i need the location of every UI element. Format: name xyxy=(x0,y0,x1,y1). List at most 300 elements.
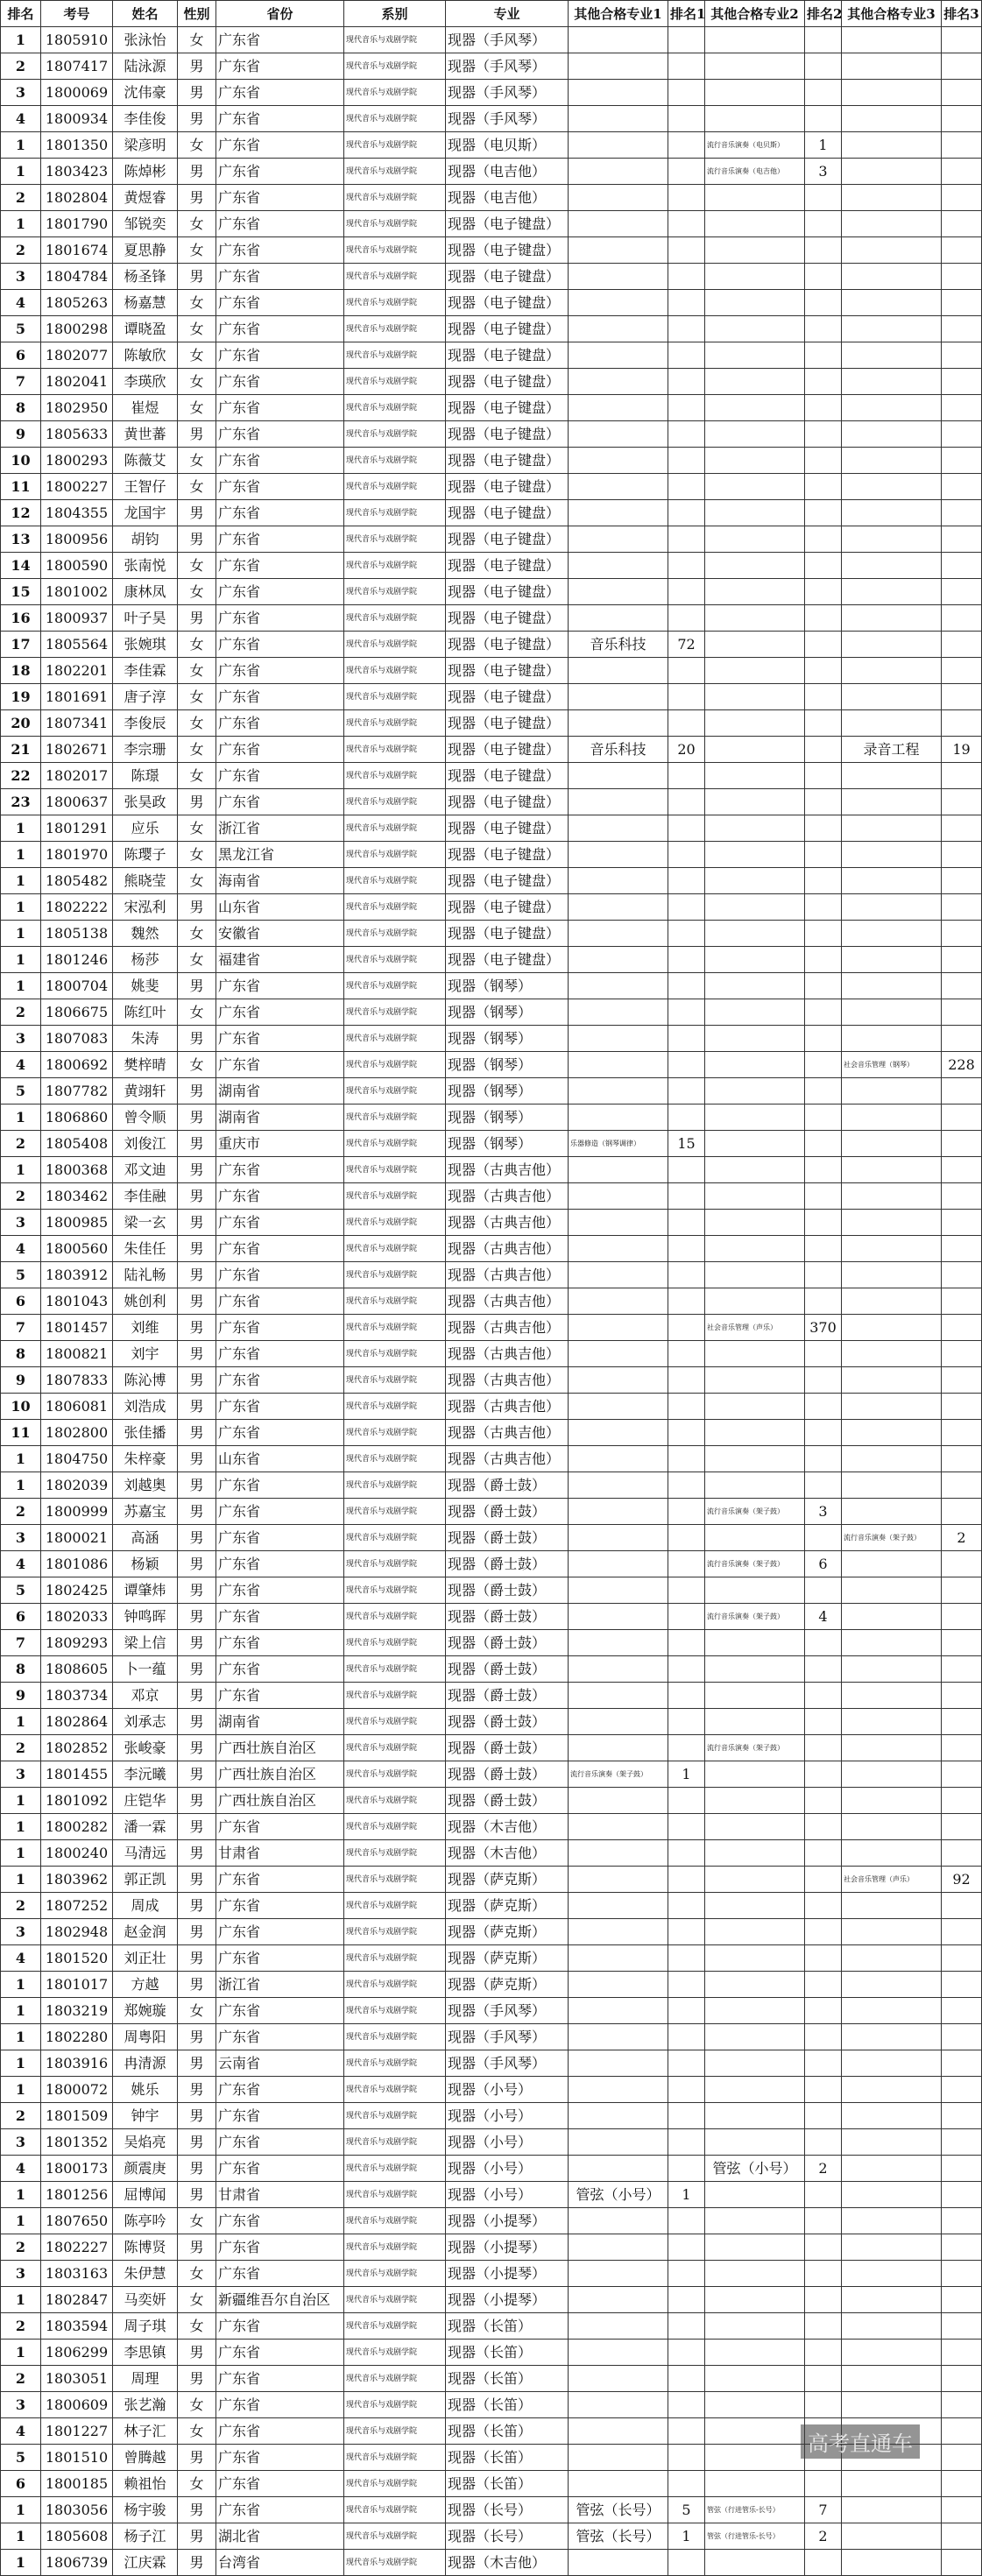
rank-3-cell xyxy=(942,1735,982,1761)
other-major-2-cell: 管弦（行进管乐-长号） xyxy=(705,2497,805,2523)
major-cell: 现器（爵士鼓） xyxy=(446,1656,569,1683)
gender-cell: 女 xyxy=(178,921,216,947)
rank-2-cell xyxy=(805,1078,842,1105)
major-cell: 现器（爵士鼓） xyxy=(446,1604,569,1630)
other-major-2-cell xyxy=(705,2050,805,2077)
table-row xyxy=(1,1630,982,1656)
other-major-1-cell xyxy=(569,658,668,684)
exam-id-cell: 1800934 xyxy=(41,106,113,132)
gender-cell: 男 xyxy=(178,1157,216,1183)
table-row xyxy=(1,1394,982,1420)
rank-1-cell xyxy=(668,421,705,448)
rank-cell: 1 xyxy=(1,1788,41,1814)
other-major-3-cell xyxy=(842,132,942,159)
major-cell: 现器（长笛） xyxy=(446,2418,569,2445)
name-cell: 康林凤 xyxy=(113,579,178,605)
province-cell: 广东省 xyxy=(216,316,344,342)
rank-1-cell xyxy=(668,1367,705,1394)
other-major-2-cell xyxy=(705,763,805,789)
other-major-3-cell xyxy=(842,1157,942,1183)
school-cell: 现代音乐与戏剧学院 xyxy=(344,2550,446,2576)
major-cell: 现器（电子键盘） xyxy=(446,868,569,894)
other-major-3-cell xyxy=(842,789,942,815)
rank-1-cell xyxy=(668,448,705,474)
other-major-3-cell xyxy=(842,763,942,789)
school-cell: 现代音乐与戏剧学院 xyxy=(344,421,446,448)
province-cell: 广东省 xyxy=(216,27,344,53)
gender-cell: 男 xyxy=(178,421,216,448)
gender-cell: 女 xyxy=(178,2313,216,2340)
other-major-3-cell xyxy=(842,1210,942,1236)
rank-3-cell xyxy=(942,2550,982,2576)
province-cell: 广东省 xyxy=(216,1998,344,2024)
rank-1-cell xyxy=(668,2077,705,2103)
rank-cell: 1 xyxy=(1,868,41,894)
rank-1-cell xyxy=(668,1972,705,1998)
school-cell: 现代音乐与戏剧学院 xyxy=(344,1262,446,1288)
other-major-3-cell xyxy=(842,1472,942,1499)
rank-3-cell: 2 xyxy=(942,1525,982,1551)
other-major-3-cell xyxy=(842,2497,942,2523)
rank-3-cell xyxy=(942,80,982,106)
name-cell: 李思镇 xyxy=(113,2340,178,2366)
other-major-2-cell xyxy=(705,1131,805,1157)
table-row xyxy=(1,973,982,999)
name-cell: 颜震庚 xyxy=(113,2156,178,2182)
rank-3-cell xyxy=(942,185,982,211)
rank-1-cell xyxy=(668,290,705,316)
other-major-3-cell xyxy=(842,1919,942,1945)
rank-1-cell xyxy=(668,842,705,868)
other-major-1-cell xyxy=(569,763,668,789)
rank-cell: 2 xyxy=(1,1131,41,1157)
province-cell: 云南省 xyxy=(216,2050,344,2077)
province-cell: 广东省 xyxy=(216,2313,344,2340)
other-major-1-cell xyxy=(569,342,668,369)
rank-cell: 1 xyxy=(1,159,41,185)
rank-1-cell xyxy=(668,237,705,264)
major-cell: 现器（手风琴） xyxy=(446,80,569,106)
rank-1-cell xyxy=(668,973,705,999)
major-cell: 现器（爵士鼓） xyxy=(446,1577,569,1604)
table-row xyxy=(1,27,982,53)
table-row xyxy=(1,553,982,579)
gender-cell: 男 xyxy=(178,1499,216,1525)
other-major-2-cell xyxy=(705,1788,805,1814)
other-major-2-cell xyxy=(705,369,805,395)
rank-3-cell xyxy=(942,1814,982,1840)
exam-id-cell: 1800692 xyxy=(41,1052,113,1078)
province-cell: 广东省 xyxy=(216,2366,344,2392)
major-cell: 现器（电子键盘） xyxy=(446,500,569,526)
school-cell: 现代音乐与戏剧学院 xyxy=(344,553,446,579)
rank-cell: 3 xyxy=(1,264,41,290)
rank-cell: 1 xyxy=(1,2182,41,2208)
rank-cell: 15 xyxy=(1,579,41,605)
rank-cell: 3 xyxy=(1,1919,41,1945)
province-cell: 广东省 xyxy=(216,1210,344,1236)
gender-cell: 男 xyxy=(178,1551,216,1577)
other-major-3-cell xyxy=(842,894,942,921)
rank-3-cell xyxy=(942,842,982,868)
rank-cell: 1 xyxy=(1,1972,41,1998)
rank-1-cell xyxy=(668,526,705,553)
province-cell: 广东省 xyxy=(216,1604,344,1630)
table-row xyxy=(1,237,982,264)
exam-id-cell: 1800282 xyxy=(41,1814,113,1840)
exam-id-cell: 1803734 xyxy=(41,1683,113,1709)
major-cell: 现器（电子键盘） xyxy=(446,658,569,684)
table-row xyxy=(1,500,982,526)
other-major-1-cell xyxy=(569,448,668,474)
other-major-3-cell xyxy=(842,369,942,395)
exam-id-cell: 1806739 xyxy=(41,2550,113,2576)
header-col-school: 系别 xyxy=(344,1,446,27)
school-cell: 现代音乐与戏剧学院 xyxy=(344,1945,446,1972)
other-major-1-cell: 管弦（小号） xyxy=(569,2182,668,2208)
header-col-other-major-3: 其他合格专业3 xyxy=(842,1,942,27)
rank-3-cell: 19 xyxy=(942,737,982,763)
rank-2-cell xyxy=(805,80,842,106)
name-cell: 林子汇 xyxy=(113,2418,178,2445)
other-major-1-cell xyxy=(569,842,668,868)
rank-3-cell xyxy=(942,290,982,316)
other-major-1-cell xyxy=(569,1709,668,1735)
rank-3-cell xyxy=(942,421,982,448)
other-major-2-cell: 流行音乐演奏（架子鼓） xyxy=(705,1604,805,1630)
major-cell: 现器（电子键盘） xyxy=(446,684,569,710)
name-cell: 郭正凯 xyxy=(113,1867,178,1893)
province-cell: 广东省 xyxy=(216,1420,344,1446)
other-major-2-cell xyxy=(705,632,805,658)
exam-id-cell: 1800021 xyxy=(41,1525,113,1551)
table-row xyxy=(1,1499,982,1525)
other-major-2-cell xyxy=(705,185,805,211)
other-major-1-cell xyxy=(569,1367,668,1394)
table-row xyxy=(1,658,982,684)
name-cell: 屈博闻 xyxy=(113,2182,178,2208)
header-col-rank: 排名 xyxy=(1,1,41,27)
rank-1-cell xyxy=(668,1183,705,1210)
exam-id-cell: 1806860 xyxy=(41,1105,113,1131)
province-cell: 广东省 xyxy=(216,1472,344,1499)
other-major-3-cell xyxy=(842,973,942,999)
rank-2-cell xyxy=(805,2103,842,2129)
gender-cell: 男 xyxy=(178,1472,216,1499)
exam-id-cell: 1801352 xyxy=(41,2129,113,2156)
rank-1-cell xyxy=(668,395,705,421)
other-major-3-cell xyxy=(842,1341,942,1367)
gender-cell: 男 xyxy=(178,1683,216,1709)
name-cell: 周成 xyxy=(113,1893,178,1919)
other-major-1-cell xyxy=(569,973,668,999)
rank-cell: 1 xyxy=(1,1446,41,1472)
rank-2-cell xyxy=(805,474,842,500)
gender-cell: 女 xyxy=(178,947,216,973)
name-cell: 夏思静 xyxy=(113,237,178,264)
gender-cell: 男 xyxy=(178,2523,216,2550)
other-major-3-cell xyxy=(842,1893,942,1919)
province-cell: 广东省 xyxy=(216,1630,344,1656)
rank-1-cell xyxy=(668,1105,705,1131)
exam-id-cell: 1800937 xyxy=(41,605,113,632)
rank-1-cell xyxy=(668,1262,705,1288)
other-major-3-cell xyxy=(842,1131,942,1157)
exam-id-cell: 1802280 xyxy=(41,2024,113,2050)
other-major-3-cell xyxy=(842,500,942,526)
table-row xyxy=(1,1840,982,1867)
major-cell: 现器（手风琴） xyxy=(446,27,569,53)
table-row xyxy=(1,1945,982,1972)
other-major-3-cell xyxy=(842,474,942,500)
rank-2-cell xyxy=(805,1840,842,1867)
other-major-2-cell xyxy=(705,2471,805,2497)
other-major-1-cell: 流行音乐演奏（架子鼓） xyxy=(569,1761,668,1788)
rank-1-cell: 1 xyxy=(668,1761,705,1788)
rank-2-cell xyxy=(805,2050,842,2077)
table-row xyxy=(1,2471,982,2497)
major-cell: 现器（萨克斯） xyxy=(446,1945,569,1972)
province-cell: 浙江省 xyxy=(216,1972,344,1998)
name-cell: 樊梓晴 xyxy=(113,1052,178,1078)
rank-2-cell xyxy=(805,763,842,789)
gender-cell: 男 xyxy=(178,1630,216,1656)
exam-id-cell: 1801002 xyxy=(41,579,113,605)
school-cell: 现代音乐与戏剧学院 xyxy=(344,894,446,921)
header-col-gender: 性别 xyxy=(178,1,216,27)
table-row xyxy=(1,132,982,159)
name-cell: 魏然 xyxy=(113,921,178,947)
major-cell: 现器（电子键盘） xyxy=(446,421,569,448)
gender-cell: 男 xyxy=(178,2156,216,2182)
name-cell: 谭肇炜 xyxy=(113,1577,178,1604)
rank-cell: 6 xyxy=(1,342,41,369)
rank-3-cell xyxy=(942,1446,982,1472)
rank-1-cell xyxy=(668,132,705,159)
rank-2-cell xyxy=(805,1157,842,1183)
table-row xyxy=(1,1183,982,1210)
other-major-1-cell xyxy=(569,999,668,1026)
rank-1-cell: 15 xyxy=(668,1131,705,1157)
header-col-name: 姓名 xyxy=(113,1,178,27)
province-cell: 福建省 xyxy=(216,947,344,973)
table-row xyxy=(1,80,982,106)
rank-cell: 1 xyxy=(1,2050,41,2077)
rank-2-cell xyxy=(805,2471,842,2497)
table-row xyxy=(1,1919,982,1945)
rank-1-cell: 1 xyxy=(668,2182,705,2208)
rank-2-cell xyxy=(805,1105,842,1131)
school-cell: 现代音乐与戏剧学院 xyxy=(344,1972,446,1998)
rank-2-cell xyxy=(805,2261,842,2287)
rank-1-cell xyxy=(668,2129,705,2156)
name-cell: 周粤阳 xyxy=(113,2024,178,2050)
school-cell: 现代音乐与戏剧学院 xyxy=(344,1525,446,1551)
name-cell: 吴焰亮 xyxy=(113,2129,178,2156)
exam-id-cell: 1802800 xyxy=(41,1420,113,1446)
gender-cell: 男 xyxy=(178,2340,216,2366)
rank-cell: 2 xyxy=(1,53,41,80)
rank-1-cell xyxy=(668,1288,705,1315)
rank-1-cell xyxy=(668,1499,705,1525)
rank-1-cell xyxy=(668,1446,705,1472)
rank-3-cell xyxy=(942,2313,982,2340)
gender-cell: 男 xyxy=(178,1210,216,1236)
other-major-2-cell xyxy=(705,2129,805,2156)
other-major-1-cell xyxy=(569,80,668,106)
gender-cell: 男 xyxy=(178,1367,216,1394)
table-row xyxy=(1,921,982,947)
major-cell: 现器（古典吉他） xyxy=(446,1262,569,1288)
other-major-2-cell xyxy=(705,27,805,53)
rank-cell: 3 xyxy=(1,1210,41,1236)
gender-cell: 男 xyxy=(178,1026,216,1052)
province-cell: 广东省 xyxy=(216,1945,344,1972)
other-major-2-cell xyxy=(705,1472,805,1499)
exam-id-cell: 1804750 xyxy=(41,1446,113,1472)
exam-id-cell: 1802039 xyxy=(41,1472,113,1499)
name-cell: 陈红叶 xyxy=(113,999,178,1026)
province-cell: 广东省 xyxy=(216,763,344,789)
rank-2-cell xyxy=(805,369,842,395)
name-cell: 姚创利 xyxy=(113,1288,178,1315)
other-major-2-cell: 管弦（行进管乐-长号） xyxy=(705,2523,805,2550)
table-row xyxy=(1,1867,982,1893)
table-row xyxy=(1,1446,982,1472)
table-row xyxy=(1,579,982,605)
name-cell: 张昊政 xyxy=(113,789,178,815)
other-major-2-cell xyxy=(705,1052,805,1078)
name-cell: 郑婉璇 xyxy=(113,1998,178,2024)
other-major-3-cell xyxy=(842,2182,942,2208)
other-major-3-cell xyxy=(842,2050,942,2077)
rank-cell: 1 xyxy=(1,1867,41,1893)
rank-3-cell xyxy=(942,27,982,53)
exam-id-cell: 1807083 xyxy=(41,1026,113,1052)
gender-cell: 男 xyxy=(178,1315,216,1341)
exam-id-cell: 1800069 xyxy=(41,80,113,106)
other-major-2-cell xyxy=(705,2445,805,2471)
rank-1-cell xyxy=(668,342,705,369)
other-major-1-cell xyxy=(569,1998,668,2024)
other-major-2-cell xyxy=(705,1998,805,2024)
rank-2-cell xyxy=(805,1131,842,1157)
name-cell: 张婉琪 xyxy=(113,632,178,658)
other-major-3-cell: 录音工程 xyxy=(842,737,942,763)
table-row xyxy=(1,2050,982,2077)
other-major-1-cell xyxy=(569,27,668,53)
exam-id-cell: 1800637 xyxy=(41,789,113,815)
rank-cell: 1 xyxy=(1,2208,41,2234)
school-cell: 现代音乐与戏剧学院 xyxy=(344,132,446,159)
rank-cell: 1 xyxy=(1,2497,41,2523)
rank-1-cell xyxy=(668,2471,705,2497)
rank-3-cell xyxy=(942,658,982,684)
gender-cell: 男 xyxy=(178,1919,216,1945)
school-cell: 现代音乐与戏剧学院 xyxy=(344,815,446,842)
other-major-3-cell xyxy=(842,421,942,448)
other-major-2-cell xyxy=(705,1525,805,1551)
school-cell: 现代音乐与戏剧学院 xyxy=(344,1210,446,1236)
exam-id-cell: 1802033 xyxy=(41,1604,113,1630)
exam-id-cell: 1805482 xyxy=(41,868,113,894)
rank-2-cell xyxy=(805,737,842,763)
name-cell: 叶子昊 xyxy=(113,605,178,632)
gender-cell: 男 xyxy=(178,159,216,185)
other-major-3-cell xyxy=(842,1499,942,1525)
school-cell: 现代音乐与戏剧学院 xyxy=(344,1919,446,1945)
rank-cell: 1 xyxy=(1,842,41,868)
name-cell: 谭晓盈 xyxy=(113,316,178,342)
other-major-2-cell xyxy=(705,2340,805,2366)
exam-id-cell: 1801227 xyxy=(41,2418,113,2445)
rank-1-cell xyxy=(668,264,705,290)
gender-cell: 女 xyxy=(178,2418,216,2445)
province-cell: 安徽省 xyxy=(216,921,344,947)
rank-cell: 1 xyxy=(1,1998,41,2024)
other-major-1-cell xyxy=(569,159,668,185)
exam-id-cell: 1805564 xyxy=(41,632,113,658)
school-cell: 现代音乐与戏剧学院 xyxy=(344,921,446,947)
rank-1-cell xyxy=(668,1315,705,1341)
table-row xyxy=(1,2550,982,2576)
rank-cell: 9 xyxy=(1,1367,41,1394)
rank-1-cell xyxy=(668,1998,705,2024)
exam-id-cell: 1805910 xyxy=(41,27,113,53)
exam-id-cell: 1800999 xyxy=(41,1499,113,1525)
other-major-2-cell xyxy=(705,342,805,369)
rank-3-cell xyxy=(942,474,982,500)
exam-id-cell: 1802201 xyxy=(41,658,113,684)
other-major-2-cell xyxy=(705,2182,805,2208)
province-cell: 广东省 xyxy=(216,1893,344,1919)
rank-cell: 8 xyxy=(1,395,41,421)
other-major-1-cell xyxy=(569,2340,668,2366)
rank-1-cell xyxy=(668,2103,705,2129)
name-cell: 杨嘉慧 xyxy=(113,290,178,316)
other-major-3-cell xyxy=(842,2129,942,2156)
other-major-2-cell xyxy=(705,1683,805,1709)
major-cell: 现器（钢琴） xyxy=(446,973,569,999)
gender-cell: 男 xyxy=(178,1262,216,1288)
rank-1-cell xyxy=(668,2208,705,2234)
name-cell: 姚乐 xyxy=(113,2077,178,2103)
other-major-1-cell xyxy=(569,421,668,448)
table-row xyxy=(1,1577,982,1604)
exam-id-cell: 1804784 xyxy=(41,264,113,290)
rank-3-cell xyxy=(942,1472,982,1499)
rank-cell: 3 xyxy=(1,80,41,106)
rank-3-cell xyxy=(942,815,982,842)
rank-cell: 2 xyxy=(1,2366,41,2392)
other-major-2-cell xyxy=(705,2024,805,2050)
other-major-3-cell xyxy=(842,106,942,132)
rank-3-cell xyxy=(942,1972,982,1998)
name-cell: 杨颖 xyxy=(113,1551,178,1577)
rank-2-cell xyxy=(805,1236,842,1262)
other-major-3-cell xyxy=(842,868,942,894)
rank-3-cell xyxy=(942,237,982,264)
province-cell: 广东省 xyxy=(216,684,344,710)
other-major-3-cell xyxy=(842,1683,942,1709)
rank-2-cell xyxy=(805,1972,842,1998)
province-cell: 浙江省 xyxy=(216,815,344,842)
gender-cell: 男 xyxy=(178,1788,216,1814)
exam-id-cell: 1800590 xyxy=(41,553,113,579)
other-major-3-cell xyxy=(842,684,942,710)
rank-1-cell xyxy=(668,316,705,342)
exam-id-cell: 1801520 xyxy=(41,1945,113,1972)
